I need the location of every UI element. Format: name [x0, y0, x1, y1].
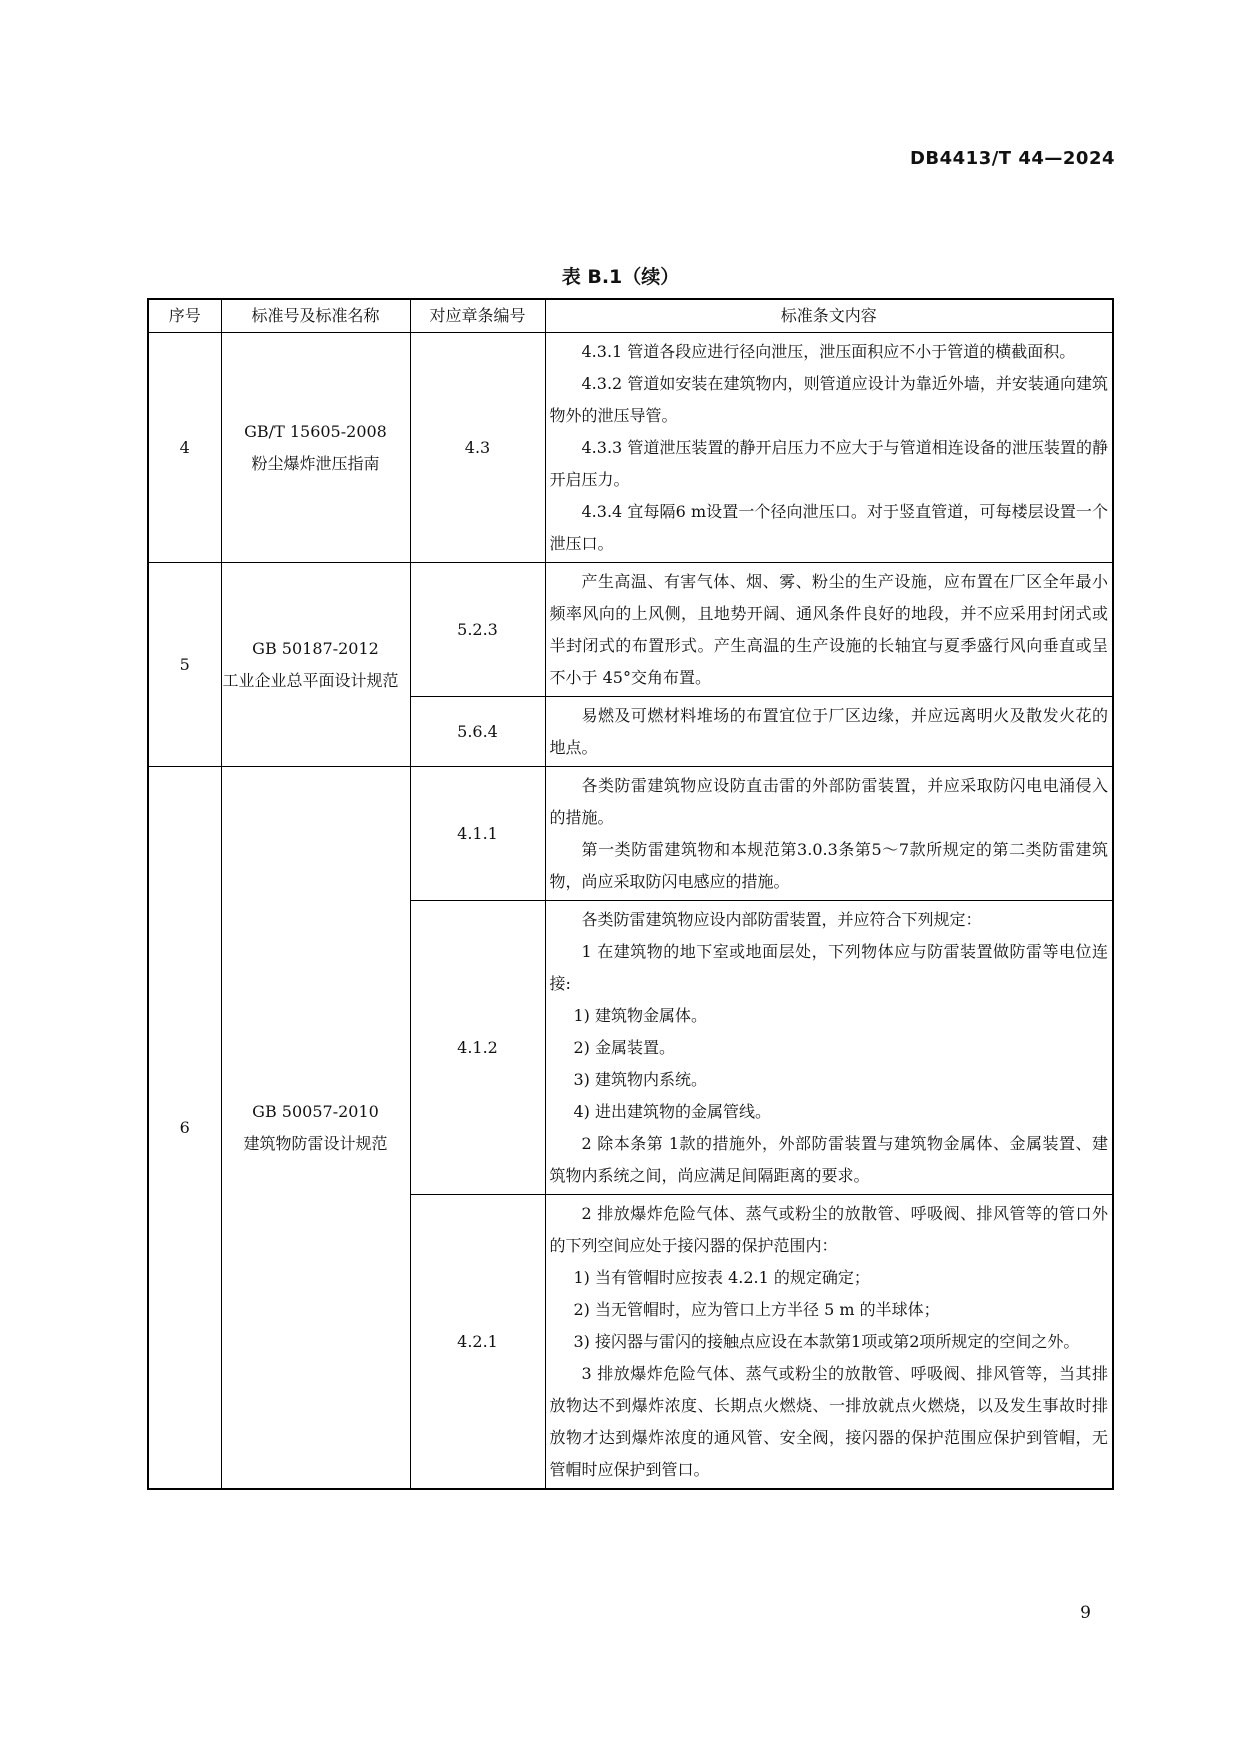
clause-number: 4.1.2 — [410, 901, 545, 1195]
standard-cell — [221, 767, 410, 1490]
row-number: 4 — [148, 333, 221, 563]
col-header-clause: 对应章条编号 — [410, 299, 545, 333]
clause-content — [545, 697, 1113, 767]
clause-number: 4.3 — [410, 333, 545, 563]
standard-cell — [221, 333, 410, 563]
content-line: 产生高温、有害气体、烟、雾、粉尘的生产设施，应布置在厂区全年最小频率风向的上风侧，且地势开阔、通风条件良好的地段，并不应采用封闭式或半封闭式的布置形式。产生高温的生产设施的长轴宜与夏季盛行风向垂直或呈不小于 45°交角布置。 — [549, 572, 1108, 687]
clause-content — [545, 333, 1113, 563]
content-line: 各类防雷建筑物应设防直击雷的外部防雷装置，并应采取防闪电电涌侵入的措施。 — [549, 776, 1108, 827]
content-line: 易燃及可燃材料堆场的布置宜位于厂区边缘，并应远离明火及散发火花的地点。 — [549, 706, 1108, 757]
content-line: 1) 建筑物金属体。 — [573, 1006, 708, 1025]
content-line: 4.3.1 管道各段应进行径向泄压，泄压面积应不小于管道的横截面积。 — [581, 342, 1076, 361]
standard-code: GB 50057-2010 — [252, 1101, 379, 1121]
col-header-content: 标准条文内容 — [545, 299, 1113, 333]
content-line: 3 排放爆炸危险气体、蒸气或粉尘的放散管、呼吸阀、排风管等，当其排放物达不到爆炸浓度、长期点火燃烧、一排放就点火燃烧，以及发生事故时排放物才达到爆炸浓度的通风管、安全阀，接闪器的保护范围应保护到管帽，无管帽时应保护到管口。 — [549, 1364, 1108, 1479]
clause-number: 5.6.4 — [410, 697, 545, 767]
clause-content — [545, 767, 1113, 901]
content-line: 第一类防雷建筑物和本规范第3.0.3条第5～7款所规定的第二类防雷建筑物，尚应采取防闪电感应的措施。 — [549, 840, 1108, 891]
row-number: 6 — [148, 767, 221, 1490]
clause-content — [545, 563, 1113, 697]
content-line: 2 排放爆炸危险气体、蒸气或粉尘的放散管、呼吸阀、排风管等的管口外的下列空间应处于接闪器的保护范围内： — [549, 1204, 1108, 1255]
document-code: DB4413/T 44—2024 — [909, 148, 1115, 169]
clause-content — [545, 901, 1113, 1195]
content-line: 4.3.3 管道泄压装置的静开启压力不应大于与管道相连设备的泄压装置的静开启压力。 — [549, 438, 1108, 489]
clause-number: 4.1.1 — [410, 767, 545, 901]
content-line: 2) 金属装置。 — [573, 1038, 676, 1057]
table-row — [148, 767, 1113, 901]
col-header-standard: 标准号及标准名称 — [221, 299, 410, 333]
clause-content — [545, 1195, 1113, 1490]
content-line: 2 除本条第 1款的措施外，外部防雷装置与建筑物金属体、金属装置、建筑物内系统之间，尚应满足间隔距离的要求。 — [549, 1134, 1108, 1185]
clause-number: 5.2.3 — [410, 563, 545, 697]
table-row — [148, 563, 1113, 697]
content-line: 3) 接闪器与雷闪的接触点应设在本款第1项或第2项所规定的空间之外。 — [573, 1332, 1080, 1351]
table-title: 表 B.1（续） — [561, 266, 680, 288]
clause-number: 4.2.1 — [410, 1195, 545, 1490]
content-line: 1) 当有管帽时应按表 4.2.1 的规定确定； — [573, 1268, 870, 1287]
standard-name: 粉尘爆炸泄压指南 — [251, 453, 380, 473]
standard-code: GB 50187-2012 — [252, 638, 379, 658]
standard-cell — [221, 563, 410, 767]
page-number: 9 — [1080, 1603, 1091, 1623]
content-line: 4.3.2 管道如安装在建筑物内，则管道应设计为靠近外墙，并安装通向建筑物外的泄压导管。 — [549, 374, 1108, 425]
standard-name: 建筑物防雷设计规范 — [243, 1133, 388, 1153]
content-line: 2) 当无管帽时，应为管口上方半径 5 m 的半球体； — [573, 1300, 940, 1319]
content-line: 4) 进出建筑物的金属管线。 — [573, 1102, 772, 1121]
col-header-number: 序号 — [148, 299, 221, 333]
table-row — [148, 333, 1113, 563]
standard-code: GB/T 15605-2008 — [244, 421, 387, 441]
content-line: 3) 建筑物内系统。 — [573, 1070, 708, 1089]
row-number: 5 — [148, 563, 221, 767]
table-header-row — [148, 299, 1113, 333]
content-line: 各类防雷建筑物应设内部防雷装置，并应符合下列规定： — [581, 910, 982, 929]
standard-name: 工业企业总平面设计规范 — [222, 670, 399, 690]
content-line: 1 在建筑物的地下室或地面层处，下列物体应与防雷装置做防雷等电位连接: — [549, 942, 1108, 993]
standards-table — [147, 298, 1114, 1490]
content-line: 4.3.4 宜每隔6 m设置一个径向泄压口。对于竖直管道，可每楼层设置一个泄压口。 — [549, 502, 1108, 553]
